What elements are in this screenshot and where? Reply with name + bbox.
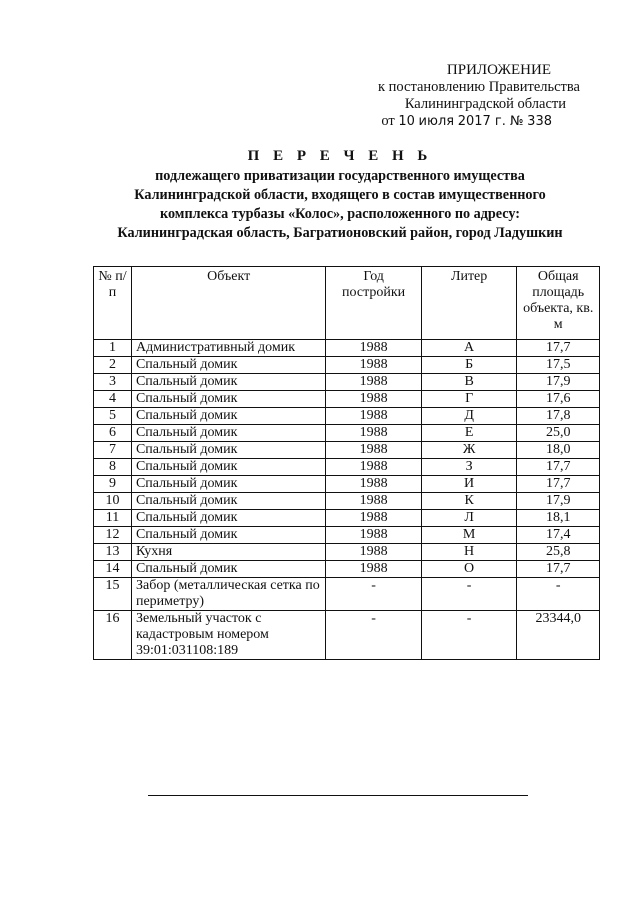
cell-object: Спальный домик	[131, 527, 325, 544]
cell-area: 17,5	[517, 357, 600, 374]
header-area: Общая площадь объекта, кв. м	[517, 267, 600, 340]
table-header-row	[94, 267, 600, 340]
table-row	[94, 527, 600, 544]
cell-object: Земельный участок с кадастровым номером 39:01:031108:189	[131, 611, 325, 660]
cell-year: 1988	[326, 340, 421, 357]
cell-area: -	[517, 578, 600, 611]
cell-liter: И	[421, 476, 517, 493]
cell-object: Кухня	[131, 544, 325, 561]
cell-year: 1988	[326, 391, 421, 408]
cell-area: 17,9	[517, 374, 600, 391]
cell-liter: Д	[421, 408, 517, 425]
appendix-line-region: Калининградской области	[404, 96, 566, 112]
cell-liter: -	[421, 578, 517, 611]
cell-year: 1988	[326, 493, 421, 510]
cell-liter: Г	[421, 391, 517, 408]
cell-number: 10	[94, 493, 132, 510]
cell-object: Забор (металлическая сетка по периметру)	[131, 578, 325, 611]
cell-liter: З	[421, 459, 517, 476]
cell-number: 16	[94, 611, 132, 660]
cell-year: 1988	[326, 425, 421, 442]
appendix-header	[328, 62, 588, 130]
cell-area: 23344,0	[517, 611, 600, 660]
cell-area: 17,6	[517, 391, 600, 408]
cell-number: 8	[94, 459, 132, 476]
cell-area: 17,7	[517, 561, 600, 578]
cell-liter: К	[421, 493, 517, 510]
cell-object: Спальный домик	[131, 561, 325, 578]
cell-liter: Б	[421, 357, 517, 374]
date-prefix: от	[381, 113, 395, 129]
cell-year: 1988	[326, 408, 421, 425]
cell-area: 17,8	[517, 408, 600, 425]
cell-area: 17,4	[517, 527, 600, 544]
document-title	[60, 147, 620, 243]
cell-liter: Л	[421, 510, 517, 527]
footer-rule	[148, 795, 528, 796]
cell-year: 1988	[326, 374, 421, 391]
cell-area: 18,1	[517, 510, 600, 527]
header-object: Объект	[131, 267, 325, 340]
title-line-1: подлежащего приватизации государственного имущества	[155, 168, 525, 184]
cell-object: Спальный домик	[131, 493, 325, 510]
cell-object: Спальный домик	[131, 510, 325, 527]
cell-liter: Ж	[421, 442, 517, 459]
title-line-2: Калининградской области, входящего в состав имущественного	[134, 187, 546, 203]
cell-number: 13	[94, 544, 132, 561]
cell-number: 14	[94, 561, 132, 578]
cell-number: 6	[94, 425, 132, 442]
cell-number: 9	[94, 476, 132, 493]
table-row	[94, 340, 600, 357]
cell-object: Спальный домик	[131, 425, 325, 442]
cell-area: 25,8	[517, 544, 600, 561]
table-row	[94, 611, 600, 660]
table-row	[94, 544, 600, 561]
cell-number: 7	[94, 442, 132, 459]
cell-year: 1988	[326, 357, 421, 374]
table-row	[94, 493, 600, 510]
title-line-4: Калининградская область, Багратионовский район, город Ладушкин	[117, 225, 563, 241]
table-row	[94, 510, 600, 527]
cell-liter: В	[421, 374, 517, 391]
cell-number: 12	[94, 527, 132, 544]
cell-liter: -	[421, 611, 517, 660]
cell-area: 17,7	[517, 340, 600, 357]
table-row	[94, 442, 600, 459]
header-number: № п/п	[94, 267, 132, 340]
title-line-3: комплекса турбазы «Колос», расположенного по адресу:	[159, 206, 521, 222]
cell-object: Спальный домик	[131, 459, 325, 476]
appendix-date-line	[328, 113, 588, 130]
cell-year: 1988	[326, 544, 421, 561]
cell-liter: О	[421, 561, 517, 578]
cell-number: 15	[94, 578, 132, 611]
cell-liter: А	[421, 340, 517, 357]
cell-liter: Е	[421, 425, 517, 442]
cell-year: -	[326, 611, 421, 660]
cell-number: 3	[94, 374, 132, 391]
doc-number: 338	[527, 114, 552, 129]
cell-area: 17,9	[517, 493, 600, 510]
table-row	[94, 408, 600, 425]
cell-number: 5	[94, 408, 132, 425]
property-table	[93, 266, 600, 660]
cell-object: Спальный домик	[131, 391, 325, 408]
cell-object: Спальный домик	[131, 476, 325, 493]
title-heading: П Е Р Е Ч Е Н Ь	[247, 148, 433, 164]
cell-number: 4	[94, 391, 132, 408]
cell-year: 1988	[326, 476, 421, 493]
date-month: июля	[418, 114, 455, 129]
date-year: 2017 г. №	[457, 114, 524, 129]
table-row	[94, 374, 600, 391]
cell-area: 25,0	[517, 425, 600, 442]
cell-number: 11	[94, 510, 132, 527]
cell-year: 1988	[326, 510, 421, 527]
cell-object: Спальный домик	[131, 357, 325, 374]
table-row	[94, 578, 600, 611]
cell-area: 18,0	[517, 442, 600, 459]
cell-year: 1988	[326, 459, 421, 476]
header-year: Год постройки	[326, 267, 421, 340]
cell-object: Спальный домик	[131, 408, 325, 425]
table-row	[94, 357, 600, 374]
cell-object: Административный домик	[131, 340, 325, 357]
cell-object: Спальный домик	[131, 374, 325, 391]
date-day: 10	[398, 114, 415, 129]
appendix-line-resolution: к постановлению Правительства	[378, 79, 580, 95]
appendix-title: ПРИЛОЖЕНИЕ	[446, 62, 551, 78]
cell-year: 1988	[326, 527, 421, 544]
table-row	[94, 425, 600, 442]
table-row	[94, 476, 600, 493]
table-body	[94, 340, 600, 660]
cell-year: 1988	[326, 442, 421, 459]
cell-area: 17,7	[517, 476, 600, 493]
cell-number: 1	[94, 340, 132, 357]
cell-number: 2	[94, 357, 132, 374]
table-row	[94, 561, 600, 578]
table-row	[94, 391, 600, 408]
header-liter: Литер	[421, 267, 517, 340]
cell-area: 17,7	[517, 459, 600, 476]
cell-year: -	[326, 578, 421, 611]
cell-liter: Н	[421, 544, 517, 561]
cell-object: Спальный домик	[131, 442, 325, 459]
table-row	[94, 459, 600, 476]
cell-liter: М	[421, 527, 517, 544]
cell-year: 1988	[326, 561, 421, 578]
